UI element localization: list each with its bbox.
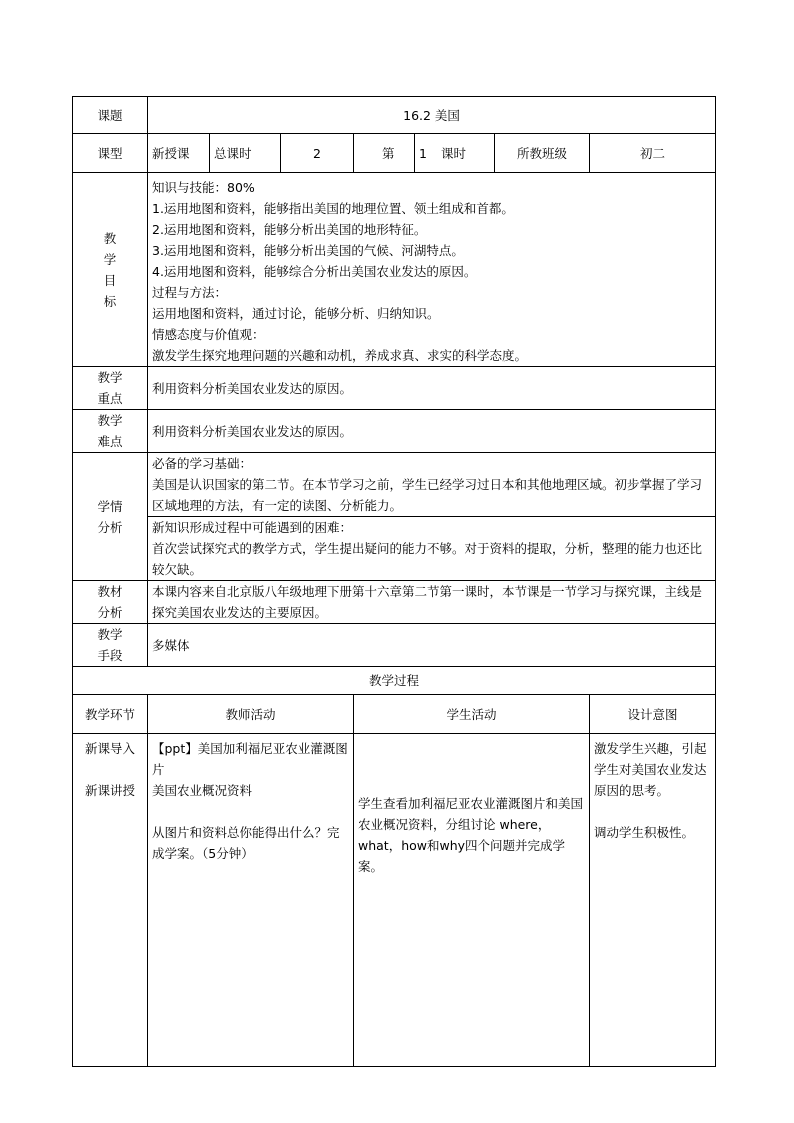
key-point-label: 教学 重点 (73, 367, 148, 410)
column-header-student: 学生活动 (354, 695, 590, 734)
analysis-basis-title: 必备的学习基础： (152, 456, 253, 471)
objectives-label: 教 学 目 标 (73, 173, 148, 367)
means-row (73, 624, 716, 667)
column-header-teacher: 教师活动 (148, 695, 354, 734)
objective-line: 激发学生探究地理问题的兴趣和动机，养成求真、求实的科学态度。 (152, 348, 528, 363)
stage-cell (73, 734, 148, 1067)
material-text: 本课内容来自北京版八年级地理下册第十六章第二节第一课时，本节课是一节学习与探究课，主线是探究美国农业发达的主要原因。 (148, 581, 716, 624)
objectives-content (148, 173, 716, 367)
analysis-difficulty (148, 517, 716, 581)
class-value: 初二 (590, 134, 716, 173)
difficulty-row (73, 410, 716, 453)
type-row (73, 134, 716, 173)
material-row (73, 581, 716, 624)
stage-lecture: 新课讲授 (84, 783, 135, 798)
objective-line: 过程与方法： (152, 285, 228, 300)
key-point-text: 利用资料分析美国农业发达的原因。 (148, 367, 716, 410)
process-title-row (73, 667, 716, 695)
objective-line: 3.运用地图和资料，能够分析出美国的气候、河湖特点。 (152, 243, 464, 258)
objective-line: 知识与技能：80% (152, 180, 255, 195)
analysis-difficulty-text: 首次尝试探究式的教学方式，学生提出疑问的能力不够。对于资料的提取，分析，整理的能力也还比较欠缺。 (152, 541, 703, 577)
lesson-number-value: 1 (419, 145, 427, 161)
analysis-row-difficulty (73, 517, 716, 581)
objective-line: 1.运用地图和资料，能够指出美国的地理位置、领土组成和首都。 (152, 201, 514, 216)
class-label: 所教班级 (495, 134, 590, 173)
difficulty-text: 利用资料分析美国农业发达的原因。 (148, 410, 716, 453)
means-text: 多媒体 (148, 624, 716, 667)
teacher-activity-line: 【ppt】美国加利福尼亚农业灌溉图片 (152, 741, 348, 777)
material-label: 教材 分析 (73, 581, 148, 624)
objective-line: 运用地图和资料，通过讨论，能够分析、归纳知识。 (152, 306, 440, 321)
design-intent-line: 调动学生积极性。 (594, 825, 695, 840)
column-header-intent: 设计意图 (590, 695, 716, 734)
key-point-row (73, 367, 716, 410)
process-header-row (73, 695, 716, 734)
objective-line: 情感态度与价值观： (152, 327, 265, 342)
analysis-row-basis (73, 453, 716, 517)
analysis-difficulty-title: 新知识形成过程中可能遇到的困难： (152, 520, 353, 535)
type-value: 新授课 (148, 134, 210, 173)
total-hours-value: 2 (281, 134, 354, 173)
process-title: 教学过程 (73, 667, 716, 695)
lesson-number-suffix: 课时 (440, 145, 466, 161)
difficulty-label: 教学 难点 (73, 410, 148, 453)
topic-row (73, 97, 716, 134)
analysis-basis-text: 美国是认识国家的第二节。在本节学习之前，学生已经学习过日本和其他地理区域。初步掌握了学习区域地理的方法，有一定的读图、分析能力。 (152, 477, 703, 513)
analysis-basis (148, 453, 716, 517)
objective-line: 4.运用地图和资料，能够综合分析出美国农业发达的原因。 (152, 264, 477, 279)
column-header-stage: 教学环节 (73, 695, 148, 734)
student-activity-text: 学生查看加利福尼亚农业灌溉图片和美国农业概况资料，分组讨论 where，what，how和why四个问题并完成学案。 (358, 796, 584, 874)
teacher-activity-cell (148, 734, 354, 1067)
topic-value: 16.2 美国 (148, 97, 716, 134)
design-intent-cell (590, 734, 716, 1067)
lesson-plan-page (72, 96, 715, 1059)
objective-line: 2.运用地图和资料，能够分析出美国的地形特征。 (152, 222, 427, 237)
teacher-activity-line: 美国农业概况资料 (152, 783, 253, 798)
design-intent-line: 激发学生兴趣，引起学生对美国农业发达原因的思考。 (594, 741, 707, 798)
student-activity-cell (354, 734, 590, 1067)
stage-intro: 新课导入 (84, 741, 135, 756)
teacher-activity-line: 从图片和资料总你能得出什么？完成学案。（5分钟） (152, 825, 340, 861)
lesson-number-cell (415, 134, 495, 173)
lesson-plan-table (72, 96, 716, 1067)
type-label: 课型 (73, 134, 148, 173)
total-hours-label: 总课时 (210, 134, 281, 173)
process-body-row (73, 734, 716, 1067)
topic-label: 课题 (73, 97, 148, 134)
analysis-label: 学情 分析 (73, 453, 148, 581)
objectives-row (73, 173, 716, 367)
means-label: 教学 手段 (73, 624, 148, 667)
lesson-number-prefix: 第 (354, 134, 415, 173)
